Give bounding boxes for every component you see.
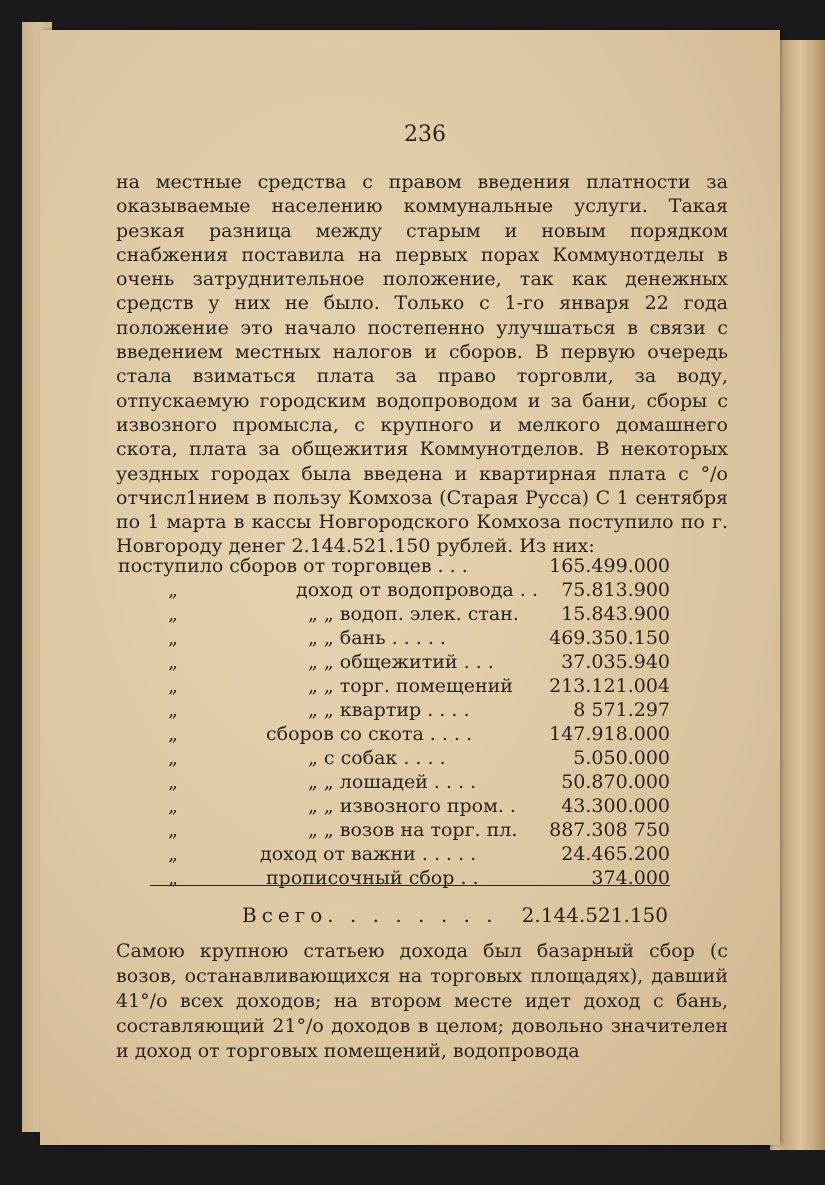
ditto-mark: „ bbox=[168, 771, 178, 793]
ledger-label: „ „ извозного пром. . bbox=[308, 795, 516, 817]
ledger-amount: 24.465.200 bbox=[561, 843, 670, 865]
ledger-label: „ „ торг. помещений bbox=[308, 675, 513, 697]
ditto-mark: „ bbox=[168, 675, 178, 697]
page-number: 236 bbox=[404, 122, 446, 147]
ledger-label: поступило сборов от торговцев . . . bbox=[118, 555, 468, 577]
ledger-label: доход от важни . . . . . bbox=[260, 843, 477, 865]
ledger-row bbox=[118, 579, 678, 603]
ledger-label: „ „ общежитий . . . bbox=[308, 651, 494, 673]
ledger-label: доход от водопровода . . bbox=[296, 579, 538, 601]
ledger-amount: 147.918.000 bbox=[549, 723, 670, 745]
ledger-label: сборов со скота . . . . bbox=[266, 723, 473, 745]
ledger-row bbox=[118, 651, 678, 675]
total-divider bbox=[150, 885, 670, 886]
ledger-label: „ „ лошадей . . . . bbox=[308, 771, 477, 793]
paragraph-intro: на местные средства с правом введения платности за оказываемые населению коммунальные услуги. Такая резкая разница между старым и новым порядком снабжения поставила на первых порах Коммунотделы в очень затруднительное положение, так как денежных средств у них не было. Только с 1-го января 22 года положение это начало постепенно улучшаться в связи с введением местных налогов и сборов. В первую очередь стала взиматься плата за право торговли, за воду, отпускаемую городским водопроводом и за бани, сборы с извозного промысла, с крупного и мелкого домашнего скота, плата за общежития Коммунотделов. В некоторых уездных городах была введена и квартирная плата с °/о отчисл1нием в пользу Комхоза (Старая Русса) С 1 сентября по 1 марта в кассы Новгородского Комхоза поступило по г. Новгороду денег 2.144.521.150 рублей. Из них: bbox=[116, 171, 728, 558]
ledger-amount: 165.499.000 bbox=[549, 555, 670, 577]
ledger-amount: 887.308 750 bbox=[549, 819, 670, 841]
ledger-amount: 15.843.900 bbox=[561, 603, 670, 625]
ledger-row bbox=[118, 603, 678, 627]
ledger-amount: 37.035.940 bbox=[561, 651, 670, 673]
ledger-amount: 8 571.297 bbox=[573, 699, 670, 721]
ledger-label: „ „ квартир . . . . bbox=[308, 699, 470, 721]
ditto-mark: „ bbox=[168, 627, 178, 649]
ledger-amount: 75.813.900 bbox=[561, 579, 670, 601]
ledger-amount: 213.121.004 bbox=[549, 675, 670, 697]
paragraph-summary: Самою крупною статьею дохода был базарный сбор (с возов, останавливающихся на торговых площадях), давший 41°/о всех доходов; на втором месте идет доход с бань, составляющий 21°/о доходов в целом; довольно значителен и доход от торговых помещений, водопровода bbox=[116, 940, 728, 1062]
ledger-label: „ „ водоп. элек. стан. bbox=[308, 603, 519, 625]
ledger-amount: 469.350.150 bbox=[549, 627, 670, 649]
ditto-mark: „ bbox=[168, 723, 178, 745]
ditto-mark: „ bbox=[168, 603, 178, 625]
total-amount: 2.144.521.150 bbox=[521, 903, 668, 927]
ditto-mark: „ bbox=[168, 795, 178, 817]
ledger-row bbox=[118, 555, 678, 579]
ledger-row bbox=[118, 699, 678, 723]
ledger-amount: 374.000 bbox=[591, 867, 670, 889]
ledger-amount: 43.300.000 bbox=[561, 795, 670, 817]
ledger-label: прописочный сбор . . bbox=[266, 867, 479, 889]
ledger-row bbox=[118, 723, 678, 747]
ditto-mark: „ bbox=[168, 867, 178, 889]
ledger-amount: 50.870.000 bbox=[561, 771, 670, 793]
ledger-label: „ с собак . . . . bbox=[308, 747, 446, 769]
ledger-row bbox=[118, 819, 678, 843]
total-row bbox=[118, 903, 678, 929]
ledger-row bbox=[118, 843, 678, 867]
ledger-row bbox=[118, 747, 678, 771]
ledger-label: „ „ бань . . . . . bbox=[308, 627, 446, 649]
ledger-amount: 5.050.000 bbox=[573, 747, 670, 769]
ditto-mark: „ bbox=[168, 747, 178, 769]
ledger-row bbox=[118, 627, 678, 651]
ledger-row bbox=[118, 867, 678, 891]
ditto-mark: „ bbox=[168, 843, 178, 865]
ditto-mark: „ bbox=[168, 651, 178, 673]
ledger-row bbox=[118, 675, 678, 699]
ledger-row bbox=[118, 771, 678, 795]
ditto-mark: „ bbox=[168, 819, 178, 841]
ditto-mark: „ bbox=[168, 579, 178, 601]
ditto-mark: „ bbox=[168, 699, 178, 721]
ledger-row bbox=[118, 795, 678, 819]
ledger-label: „ „ возов на торг. пл. bbox=[308, 819, 518, 841]
total-label: Всего. . . . . . . . bbox=[242, 903, 498, 927]
